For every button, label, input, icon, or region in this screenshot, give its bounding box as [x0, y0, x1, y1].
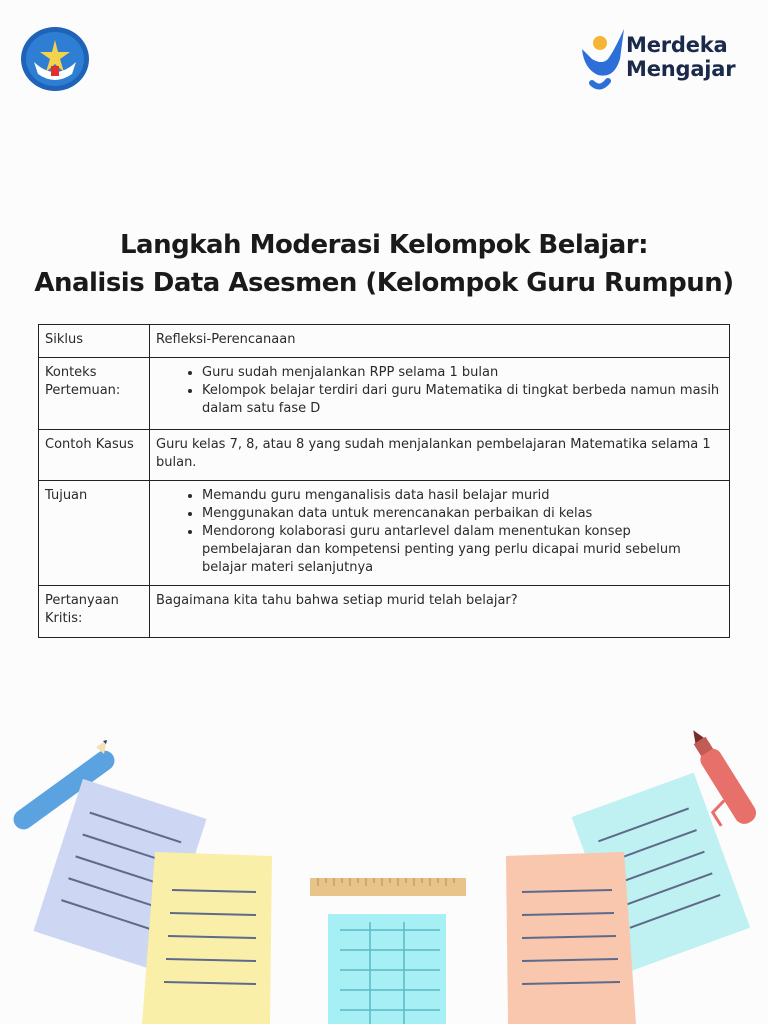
ruler-icon — [310, 878, 466, 896]
row-content: Refleksi-Perencanaan — [150, 325, 730, 358]
merdeka-mengajar-logo-icon — [578, 25, 626, 95]
paper-yellow — [142, 852, 272, 1024]
row-content: Bagaimana kita tahu bahwa setiap murid telah belajar? — [150, 586, 730, 638]
list-item: • Guru sudah menjalankan RPP selama 1 bulan — [202, 364, 723, 382]
list-item: • Kelompok belajar terdiri dari guru Matematika di tingkat berbeda namun masih dalam satu fase D — [202, 382, 723, 418]
list-item: • Mendorong kolaborasi guru antarlevel dalam menentukan konsep pembelajaran dan kompetensi penting yang perlu dicapai murid sebelum belajar materi selanjutnya — [202, 523, 723, 577]
bullet-list — [156, 364, 723, 418]
merdeka-mengajar-logo — [578, 25, 758, 95]
bullet-list — [156, 487, 723, 577]
stationery-illustration — [0, 730, 768, 1024]
row-label: Pertanyaan Kritis: — [39, 586, 150, 638]
row-content: Guru kelas 7, 8, atau 8 yang sudah menjalankan pembelajaran Matematika selama 1 bulan. — [150, 430, 730, 481]
brand-line-2: Mengajar — [626, 57, 736, 81]
row-content — [150, 358, 730, 430]
tut-wuri-handayani-logo — [20, 26, 90, 92]
paper-grid — [328, 914, 446, 1024]
table-row-tujuan — [39, 481, 730, 586]
page-title — [0, 226, 768, 302]
moderation-table — [38, 324, 730, 638]
row-label: Contoh Kasus — [39, 430, 150, 481]
table-row-contoh-kasus — [39, 430, 730, 481]
row-label: Tujuan — [39, 481, 150, 586]
tut-wuri-handayani-logo-icon — [20, 26, 90, 92]
list-item: • Menggunakan data untuk merencanakan perbaikan di kelas — [202, 505, 723, 523]
table-row-konteks — [39, 358, 730, 430]
list-item: • Memandu guru menganalisis data hasil belajar murid — [202, 487, 723, 505]
brand-name — [626, 33, 735, 81]
table-row-siklus — [39, 325, 730, 358]
title-line-1: Langkah Moderasi Kelompok Belajar: — [119, 230, 648, 260]
row-label: Konteks Pertemuan: — [39, 358, 150, 430]
row-content — [150, 481, 730, 586]
row-label: Siklus — [39, 325, 150, 358]
title-line-2: Analisis Data Asesmen (Kelompok Guru Rumpun) — [34, 268, 734, 298]
table-row-pertanyaan-kritis — [39, 586, 730, 638]
paper-peach — [506, 852, 636, 1024]
brand-line-1: Merdeka — [626, 33, 728, 57]
